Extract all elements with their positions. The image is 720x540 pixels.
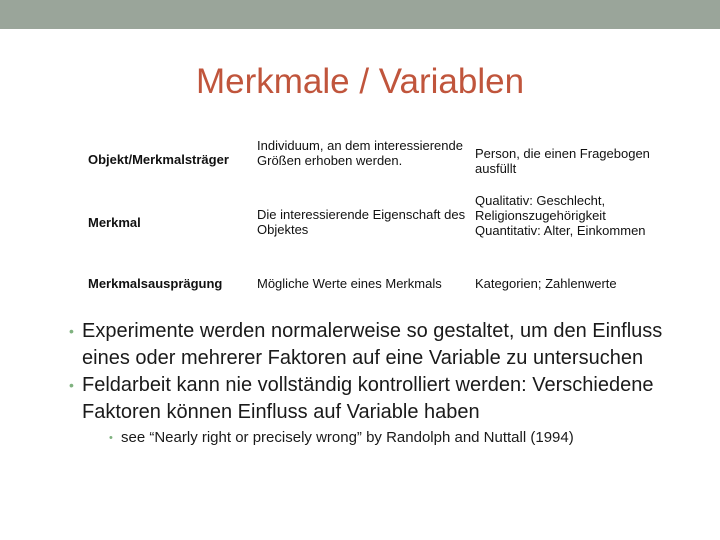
table-cell-description: Mögliche Werte eines Merkmals: [257, 276, 442, 291]
table-cell-term: Merkmalsausprägung: [88, 276, 223, 291]
table-cell-example: Kategorien; Zahlenwerte: [475, 276, 617, 291]
bullet-text: Experimente werden normalerweise so gestaltet, um den Einfluss eines oder mehrerer Faktoren auf eine Variable zu untersuchen: [82, 320, 663, 369]
bullet-dot-icon: •: [69, 377, 74, 393]
table-cell-term: Objekt/Merkmalsträger: [88, 152, 229, 167]
table-cell-description: Individuum, an dem interessierende Größen erhoben werden.: [257, 138, 463, 168]
table-cell-description: Die interessierende Eigenschaft des Objektes: [257, 207, 466, 237]
bullet-item: [12, 372, 702, 426]
table-cell-example: Person, die einen Fragebogen ausfüllt: [475, 146, 650, 176]
table-cell-example: Qualitativ: Geschlecht, Religionszugehörigkeit Quantitativ: Alter, Einkommen: [475, 193, 646, 238]
sub-bullet-text: see “Nearly right or precisely wrong” by Randolph and Nuttall (1994): [121, 429, 574, 446]
slide-title: Merkmale / Variablen: [195, 62, 525, 101]
bullet-list: [12, 318, 702, 448]
bullet-dot-icon: •: [109, 432, 113, 444]
bullet-dot-icon: •: [69, 323, 74, 339]
top-bar: [0, 0, 720, 29]
sub-bullet-item: [12, 428, 702, 448]
bullet-item: [12, 318, 702, 372]
table-cell-term: Merkmal: [88, 215, 141, 230]
bullet-text: Feldarbeit kann nie vollständig kontrolliert werden: Verschiedene Faktoren können Einfluss auf Variable haben: [82, 374, 654, 423]
